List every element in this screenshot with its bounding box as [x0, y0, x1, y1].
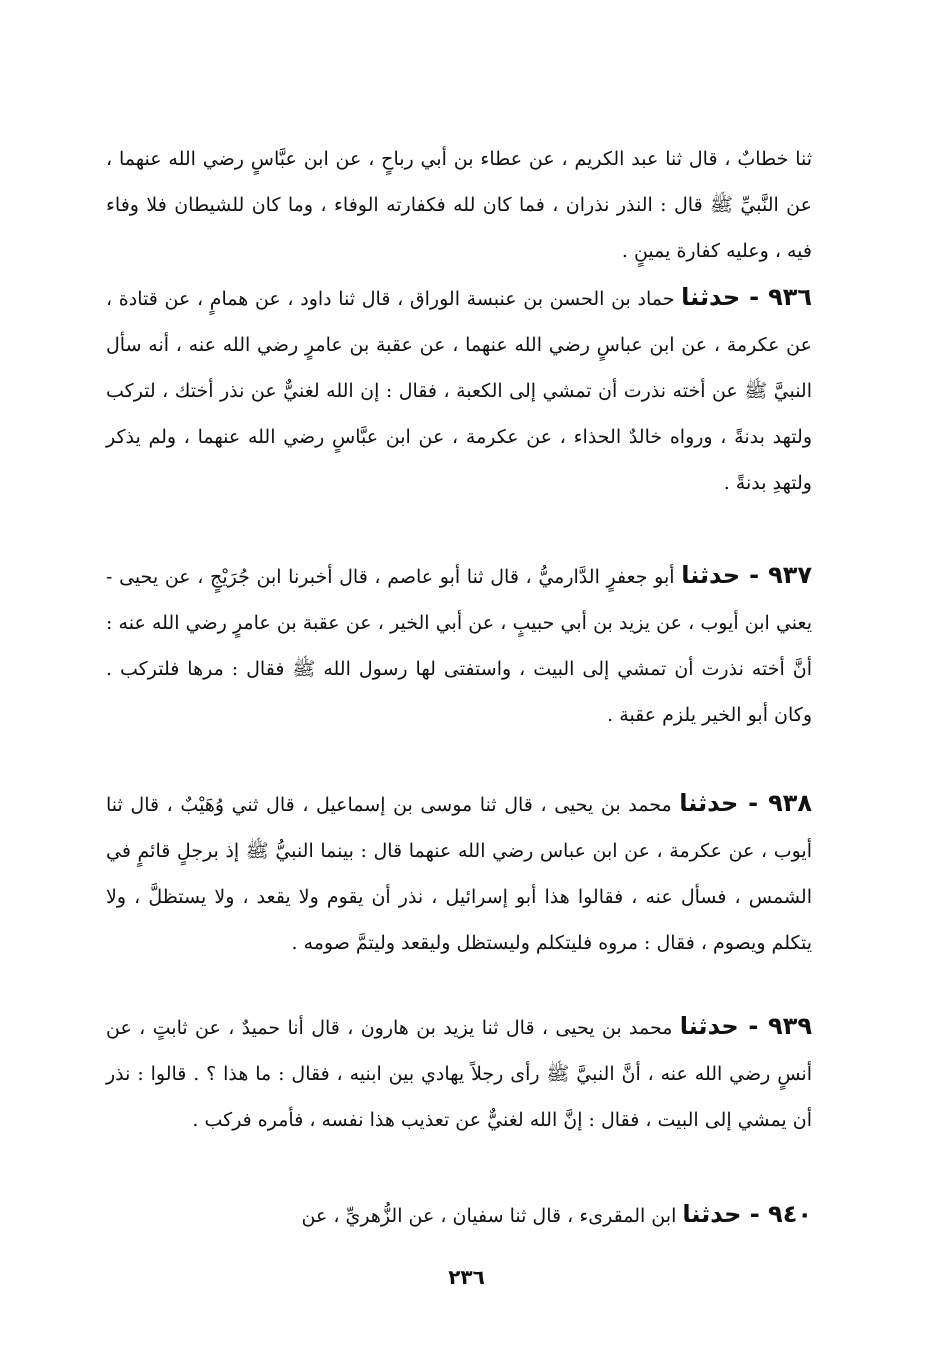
- hadith-939: ٩٣٩ - حدثنا محمد بن يحيى ، قال ثنا يزيد بن هارون ، قال أنا حميدٌ ، عن ثابتٍ ، عن أنسٍ رضي الله عنه ، أنَّ النبيَّ ﷺ رأى رجلاً يهادي بين ابنيه ، فقال : ما هذا ؟ . قالوا : نذر أن يمشي إلى البيت ، فقال : إنَّ الله لغنيٌّ عن تعذيب هذا نفسه ، فأمره فركب .: [106, 1012, 812, 1131]
- hadith-text: حماد بن الحسن بن عنبسة الوراق ، قال ثنا داود ، عن همامٍ ، عن قتادة ، عن عكرمة ، عن ابن عباسٍ رضي الله عنهما ، عن عقبة بن عامرٍ رضي الله عنه ، أنه سأل النبيَّ ﷺ عن أخته نذرت أن تمشي إلى الكعبة ، فقال : إن الله لغنيٌّ عن نذر أختك ، لتركب ولتهد بدنةً ، ورواه خالدٌ الحذاء ، عن عكرمة ، عن ابن عبَّاسٍ رضي الله عنهما ، ولم يذكر ولتهدِ بدنةً .: [106, 288, 813, 494]
- hadith-heading: حدثنا: [681, 283, 741, 311]
- hadith-text: محمد بن يحيى ، قال ثنا موسى بن إسماعيل ، قال ثني وُهَيْبٌ ، قال ثنا أيوب ، عن عكرمة ، عن ابن عباس رضي الله عنهما قال : بينما النبيُّ ﷺ إذ برجلٍ قائمٍ في الشمس ، فسأل عنه ، فقالوا هذا أبو إسرائيل ، نذر أن يقوم ولا يقعد ، ولا يستظلَّ ، ولا يتكلم ويصوم ، فقال : مروه فليتكلم وليستظل وليقعد وليتمَّ صومه .: [106, 794, 813, 954]
- hadith-940: ٩٤٠ - حدثنا ابن المقرىء ، قال ثنا سفيان ، عن الزُّهريِّ ، عن: [301, 1200, 812, 1228]
- hadith-number: ٩٣٦: [768, 283, 813, 311]
- hadith-text: ابن المقرىء ، قال ثنا سفيان ، عن الزُّهريِّ ، عن: [301, 1205, 677, 1227]
- hadith-937: ٩٣٧ - حدثنا أبو جعفرٍ الدَّارميُّ ، قال ثنا أبو عاصم ، قال أخبرنا ابن جُرَيْجٍ ، عن يحيى - يعني ابن أيوب ، عن يزيد بن أبي حبيبٍ ، عن أبي الخير ، عن عقبة بن عامرٍ رضي الله عنه : أنَّ أخته نذرت أن تمشي إلى البيت ، واستفتى لها رسول الله ﷺ فقال : مرها فلتركب . وكان أبو الخير يلزم عقبة .: [106, 561, 813, 726]
- hadith-heading: حدثنا: [679, 789, 739, 817]
- hadith-number: ٩٣٧: [768, 561, 813, 589]
- hadith-heading: حدثنا: [679, 1012, 739, 1040]
- hadith-text: محمد بن يحيى ، قال ثنا يزيد بن هارون ، قال أنا حميدٌ ، عن ثابتٍ ، عن أنسٍ رضي الله عنه ، أنَّ النبيَّ ﷺ رأى رجلاً يهادي بين ابنيه ، فقال : ما هذا ؟ . قالوا : نذر أن يمشي إلى البيت ، فقال : إنَّ الله لغنيٌّ عن تعذيب هذا نفسه ، فأمره فركب .: [106, 1017, 812, 1131]
- hadith-936: ٩٣٦ - حدثنا حماد بن الحسن بن عنبسة الوراق ، قال ثنا داود ، عن همامٍ ، عن قتادة ، عن عكرمة ، عن ابن عباسٍ رضي الله عنهما ، عن عقبة بن عامرٍ رضي الله عنه ، أنه سأل النبيَّ ﷺ عن أخته نذرت أن تمشي إلى الكعبة ، فقال : إن الله لغنيٌّ عن نذر أختك ، لتركب ولتهد بدنةً ، ورواه خالدٌ الحذاء ، عن عكرمة ، عن ابن عبَّاسٍ رضي الله عنهما ، ولم يذكر ولتهدِ بدنةً .: [106, 283, 813, 494]
- hadith-heading: حدثنا: [681, 561, 741, 589]
- hadith-number: ٩٣٨: [768, 789, 813, 817]
- hadith-number: ٩٣٩: [768, 1012, 812, 1040]
- hadith-heading: حدثنا: [682, 1200, 742, 1228]
- paragraph-text: ثنا خطابٌ ، قال ثنا عبد الكريم ، عن عطاء بن أبي رباحٍ ، عن ابن عبَّاسٍ رضي الله عنهما ، عن النَّبيِّ ﷺ قال : النذر نذران ، فما كان لله فكفارته الوفاء ، وما كان للشيطان فلا وفاء فيه ، وعليه كفارة يمينٍ .: [106, 148, 812, 262]
- paragraph-intro: [106, 136, 812, 274]
- page-number: ٢٣٦: [448, 1265, 485, 1289]
- hadith-text: أبو جعفرٍ الدَّارميُّ ، قال ثنا أبو عاصم ، قال أخبرنا ابن جُرَيْجٍ ، عن يحيى - يعني ابن أيوب ، عن يزيد بن أبي حبيبٍ ، عن أبي الخير ، عن عقبة بن عامرٍ رضي الله عنه : أنَّ أخته نذرت أن تمشي إلى البيت ، واستفتى لها رسول الله ﷺ فقال : مرها فلتركب . وكان أبو الخير يلزم عقبة .: [106, 566, 812, 726]
- hadith-number: ٩٤٠: [768, 1200, 812, 1228]
- hadith-938: ٩٣٨ - حدثنا محمد بن يحيى ، قال ثنا موسى بن إسماعيل ، قال ثني وُهَيْبٌ ، قال ثنا أيوب ، عن عكرمة ، عن ابن عباس رضي الله عنهما قال : بينما النبيُّ ﷺ إذ برجلٍ قائمٍ في الشمس ، فسأل عنه ، فقالوا هذا أبو إسرائيل ، نذر أن يقوم ولا يقعد ، ولا يستظلَّ ، ولا يتكلم ويصوم ، فقال : مروه فليتكلم وليستظل وليقعد وليتمَّ صومه .: [106, 789, 813, 954]
